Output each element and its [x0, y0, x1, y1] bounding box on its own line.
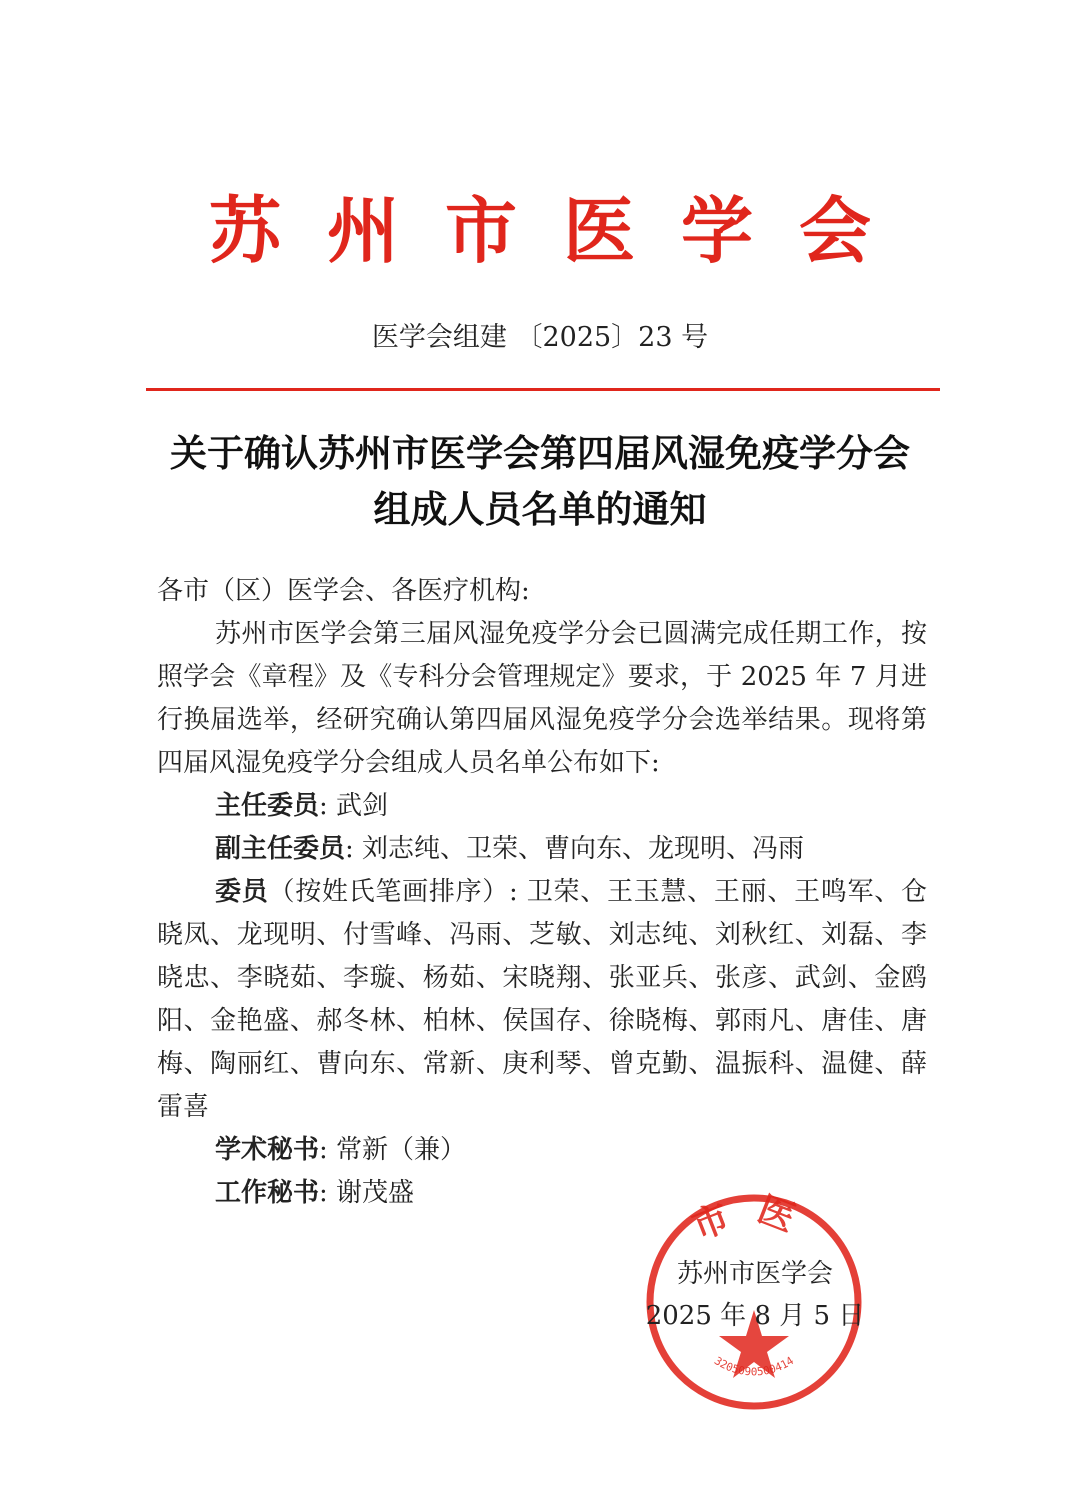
red-divider [146, 388, 940, 391]
seal-serial: 3205090500414 [711, 1354, 797, 1379]
vice-chair-value: 刘志纯、卫荣、曹向东、龙现明、冯雨 [362, 834, 805, 864]
academic-secretary-value: 常新（兼） [336, 1135, 467, 1165]
chair-value: 武剑 [336, 791, 389, 821]
notice-title [100, 425, 980, 537]
intro-paragraph: 苏州市医学会第三届风湿免疫学分会已圆满完成任期工作，按照学会《章程》及《专科分会管理规定》要求，于 2025 年 7 月进行换届选举，经研究确认第四届风湿免疫学分会选举结果。现将第四届风湿免疫学分会组成人员名单公布如下: [157, 619, 927, 778]
chair-label: 主任委员 [215, 791, 320, 821]
salutation: 各市（区）医学会、各医疗机构: [157, 576, 530, 606]
academic-secretary-line [157, 1129, 927, 1172]
signature-date: 2025 年 8 月 5 日 [645, 1301, 865, 1331]
members-label: 委员 [215, 877, 269, 907]
vice-chair-label: 副主任委员 [215, 834, 346, 864]
academic-secretary-colon: : [319, 1135, 337, 1165]
notice-title-line1: 关于确认苏州市医学会第四届风湿免疫学分会 [170, 431, 910, 475]
seal-upper-text: 市医 [686, 1190, 822, 1249]
chair-line [157, 785, 927, 828]
work-secretary-value: 谢茂盛 [336, 1178, 415, 1208]
members-line [157, 871, 927, 1129]
members-value: （按姓氏笔画排序）: 卫荣、王玉慧、王丽、王鸣军、仓晓凤、龙现明、付雪峰、冯雨、芝敏、刘志纯、刘秋红、刘磊、李晓忠、李晓茹、李璇、杨茹、宋晓翔、张亚兵、张彦、武剑、金鸥阳、金艳盛、郝冬林、柏林、侯国存、徐晓梅、郭雨凡、唐佳、唐梅、陶丽红、曹向东、常新、庚利琴、曾克勤、温振科、温健、薛雷喜 [157, 877, 927, 1122]
chair-colon: : [319, 791, 337, 821]
signature-org: 苏州市医学会 [676, 1259, 833, 1289]
work-secretary-colon: : [319, 1178, 337, 1208]
academic-secretary-label: 学术秘书 [215, 1135, 320, 1165]
vice-chair-line [157, 828, 927, 871]
notice-body [157, 570, 927, 1215]
work-secretary-label: 工作秘书 [215, 1178, 320, 1208]
document-number: 医学会组建 〔2025〕23 号 [371, 322, 709, 353]
org-title: 苏州市医学会 [208, 188, 917, 273]
notice-title-line2: 组成人员名单的通知 [373, 487, 707, 531]
vice-chair-colon: : [345, 834, 363, 864]
